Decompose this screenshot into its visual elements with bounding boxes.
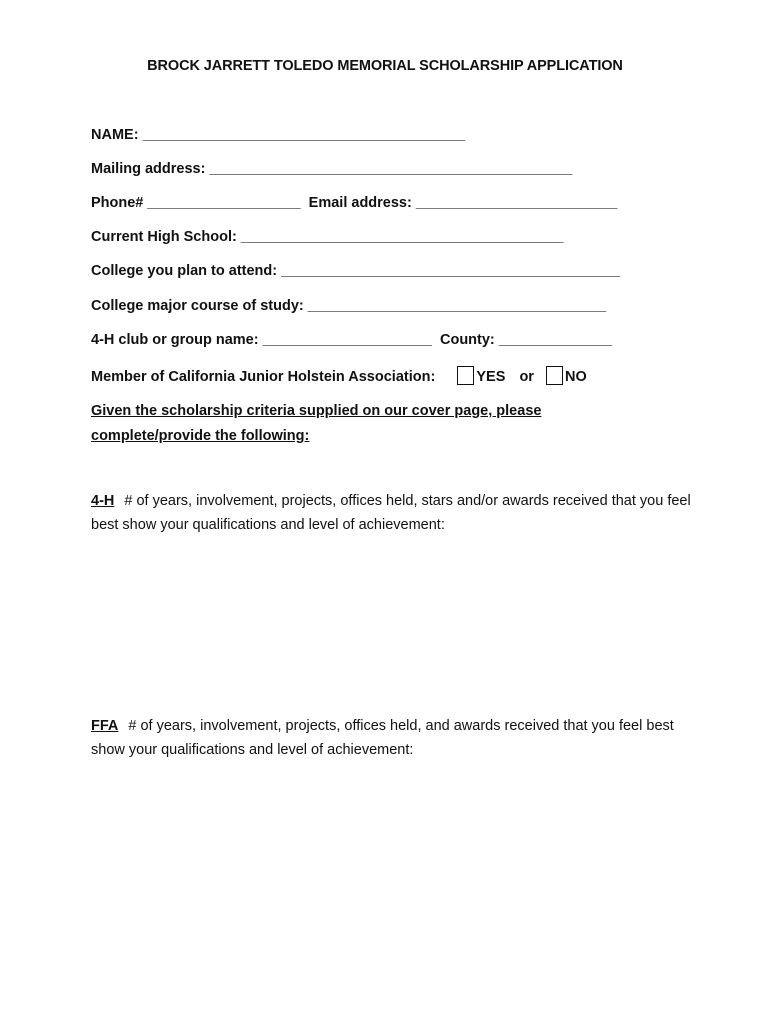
phone-label: Phone# [91, 195, 144, 211]
email-field[interactable]: _________________________ [415, 195, 618, 211]
county-label: County: [440, 332, 495, 348]
yes-checkbox[interactable] [457, 366, 474, 385]
major-label: College major course of study: [91, 298, 304, 314]
name-row [91, 127, 465, 143]
ffa-heading: FFA [91, 718, 119, 734]
yes-label: YES [476, 369, 506, 385]
club-field[interactable]: _____________________ [262, 332, 432, 348]
holstein-label: Member of California Junior Holstein Association: [91, 369, 436, 385]
ffa-prompt: # of years, involvement, projects, offices held, and awards received that you feel best show your qualifications and level of achievement: [91, 718, 674, 758]
holstein-row [91, 366, 587, 385]
college-row [91, 263, 620, 279]
phone-field[interactable]: ___________________ [147, 195, 301, 211]
club-label: 4-H club or group name: [91, 332, 259, 348]
fourh-section [91, 489, 691, 537]
page-title: BROCK JARRETT TOLEDO MEMORIAL SCHOLARSHIP APPLICATION [147, 58, 623, 74]
major-row [91, 298, 606, 314]
county-field[interactable]: ______________ [498, 332, 612, 348]
no-label: NO [565, 369, 587, 385]
major-field[interactable]: _____________________________________ [307, 298, 607, 314]
fourh-answer-area[interactable] [91, 545, 691, 705]
fourh-heading: 4-H [91, 493, 115, 509]
mailing-address-field[interactable]: _____________________________________________ [209, 161, 573, 177]
high-school-field[interactable]: ________________________________________ [240, 229, 564, 245]
no-checkbox[interactable] [546, 366, 563, 385]
mailing-address-label: Mailing address: [91, 161, 206, 177]
club-county-row [91, 332, 612, 348]
college-label: College you plan to attend: [91, 263, 278, 279]
mailing-address-row [91, 161, 572, 177]
college-field[interactable]: __________________________________________ [281, 263, 620, 279]
high-school-row [91, 229, 563, 245]
instructions-text: Given the scholarship criteria supplied on our cover page, please complete/provide the following: [91, 403, 542, 444]
name-field[interactable]: ________________________________________ [142, 127, 466, 143]
name-label: NAME: [91, 127, 139, 143]
ffa-section [91, 714, 691, 762]
high-school-label: Current High School: [91, 229, 237, 245]
phone-email-row [91, 195, 617, 211]
email-label: Email address: [308, 195, 412, 211]
ffa-answer-area[interactable] [91, 770, 691, 1000]
fourh-prompt: # of years, involvement, projects, offices held, stars and/or awards received that you feel best show your qualifications and level of achievement: [91, 493, 691, 533]
or-label: or [519, 369, 534, 385]
